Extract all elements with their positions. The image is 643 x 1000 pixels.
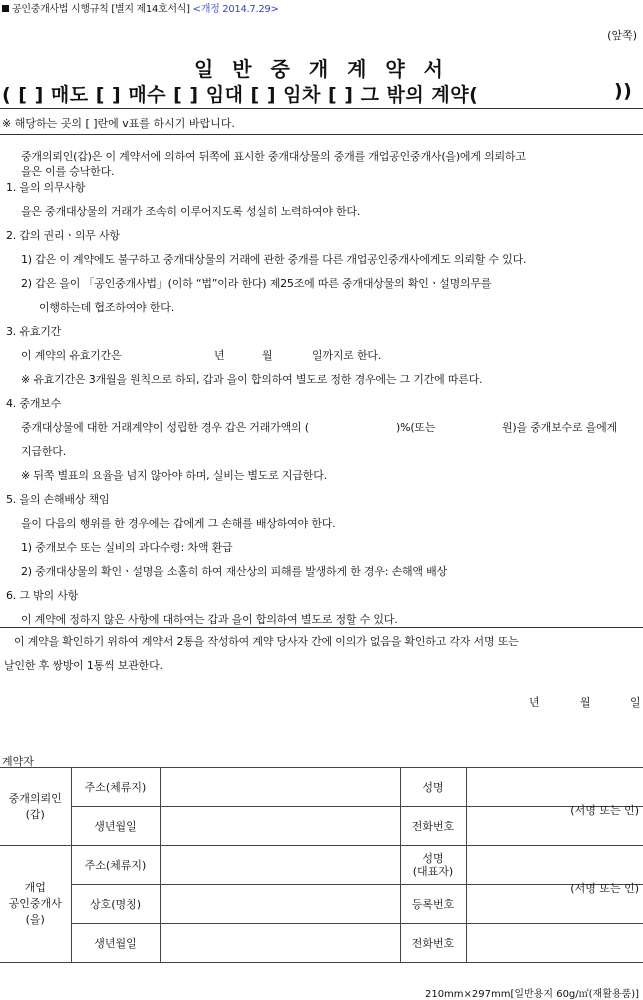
- section-4-note: ※ 뒤쪽 별표의 요율을 넘지 않아야 하며, 실비는 별도로 지급한다.: [21, 469, 327, 482]
- instruction-note: ※ 해당하는 곳의 [ ]란에 v표를 하시기 바랍니다.: [2, 117, 235, 130]
- party-a-phone-label: 전화번호: [400, 807, 466, 846]
- party-b-sign-label: (서명 또는 인): [570, 882, 639, 895]
- section-3-year: 년: [214, 349, 225, 362]
- section-5-item-1: 1) 중개보수 또는 실비의 과다수령: 차액 환급: [21, 541, 233, 554]
- section-2-item-2: 2) 갑은 을이 「공인중개사법」(이하 “법”이라 한다) 제25조에 따른 중개대상물의 확인ㆍ설명의무를: [21, 277, 492, 290]
- party-b-address-field[interactable]: [160, 846, 400, 885]
- section-1-heading: 1. 을의 의무사항: [6, 181, 86, 194]
- section-4-text-b: )%(또는: [396, 421, 436, 434]
- party-b-phone-label: 전화번호: [400, 924, 466, 963]
- square-bullet-icon: [2, 5, 9, 12]
- parties-label: 계약자: [2, 755, 34, 768]
- party-b-label: 개업 공인중개사 (을): [0, 846, 71, 963]
- party-b-reg-label: 등록번호: [400, 885, 466, 924]
- section-3-month: 월: [262, 349, 273, 362]
- party-b-birth-label: 생년월일: [71, 924, 160, 963]
- party-b-name-label: 성명 (대표자): [400, 846, 466, 885]
- party-a-sign-label: (서명 또는 인): [570, 804, 639, 817]
- section-2-item-1: 1) 갑은 이 계약에도 불구하고 중개대상물의 거래에 관한 중개를 다른 개업공인중개사에게도 의뢰할 수 있다.: [21, 253, 527, 266]
- party-b-company-label: 상호(명칭): [71, 885, 160, 924]
- signing-year: 년: [529, 696, 540, 709]
- document-title: 일 반 중 개 계 약 서: [193, 57, 450, 81]
- section-1-text: 을은 중개대상물의 거래가 조속히 이루어지도록 성실히 노력하여야 한다.: [21, 205, 361, 218]
- section-3-until: 일까지로 한다.: [312, 349, 382, 362]
- divider: [0, 627, 643, 628]
- section-3-heading: 3. 유효기간: [6, 325, 62, 338]
- section-2-item-2-cont: 이행하는데 협조하여야 한다.: [39, 301, 175, 314]
- section-4-text-c: 원)을 중개보수로 을에게: [502, 421, 617, 434]
- section-4-text-a: 중개대상물에 대한 거래계약이 성립한 경우 갑은 거래가액의 (: [21, 421, 309, 434]
- section-3-text: 이 계약의 유효기간은: [21, 349, 122, 362]
- party-a-name-field[interactable]: [466, 768, 643, 817]
- revision-date: <개정 2014.7.29>: [192, 4, 279, 15]
- contract-type-close: )): [614, 80, 633, 102]
- party-b-name-field[interactable]: [466, 846, 643, 895]
- closing-line-2: 날인한 후 쌍방이 1통씩 보관한다.: [4, 659, 163, 672]
- closing-line-1: 이 계약을 확인하기 위하여 계약서 2통을 작성하여 계약 당사자 간에 이의가 없음을 확인하고 각자 서명 또는: [14, 635, 519, 648]
- front-side-label: (앞쪽): [607, 29, 637, 42]
- party-a-birth-label: 생년월일: [71, 807, 160, 846]
- party-b-address-label: 주소(체류지): [71, 846, 160, 885]
- section-4-text-2: 지급한다.: [21, 445, 67, 458]
- party-a-label: 중개의뢰인 (갑): [0, 768, 71, 846]
- section-2-heading: 2. 갑의 권리ㆍ의무 사항: [6, 229, 120, 242]
- contract-type-options: ( [ ] 매도 [ ] 매수 [ ] 임대 [ ] 임차 [ ] 그 밖의 계약(: [2, 84, 479, 106]
- party-a-name-label: 성명: [400, 768, 466, 807]
- party-b-birth-field[interactable]: [160, 924, 400, 963]
- signing-month: 월: [580, 696, 591, 709]
- section-5-heading: 5. 을의 손해배상 책임: [6, 493, 110, 506]
- law-reference: 공인중개사법 시행규칙 [별지 제14호서식]: [12, 4, 190, 15]
- form-header: [2, 0, 279, 15]
- section-4-heading: 4. 중개보수: [6, 397, 62, 410]
- section-6-text: 이 계약에 정하지 않은 사항에 대하여는 갑과 을이 합의하여 별도로 정할 수 있다.: [21, 613, 398, 626]
- parties-table: [0, 767, 643, 963]
- section-5-text: 을이 다음의 행위를 한 경우에는 갑에게 그 손해를 배상하여야 한다.: [21, 517, 336, 530]
- section-6-heading: 6. 그 밖의 사항: [6, 589, 79, 602]
- intro-line-2: 을은 이를 승낙한다.: [21, 165, 115, 178]
- section-3-note: ※ 유효기간은 3개월을 원칙으로 하되, 갑과 을이 합의하여 별도로 정한 경우에는 그 기간에 따른다.: [21, 373, 483, 386]
- party-b-phone-field[interactable]: [466, 924, 643, 963]
- party-a-birth-field[interactable]: [160, 807, 400, 846]
- section-5-item-2: 2) 중개대상물의 확인ㆍ설명을 소홀히 하여 재산상의 피해를 발생하게 한 경우: 손해액 배상: [21, 565, 447, 578]
- party-a-address-field[interactable]: [160, 768, 400, 807]
- contract-type-line: [2, 80, 633, 107]
- intro-line-1: 중개의뢰인(갑)은 이 계약서에 의하여 뒤쪽에 표시한 중개대상물의 중개를 개업공인중개사(을)에게 의뢰하고: [21, 150, 526, 163]
- signing-day: 일: [630, 696, 641, 709]
- divider: [0, 134, 643, 135]
- paper-spec-footer: 210mm×297mm[일반용지 60g/㎡(재활용품)]: [424, 989, 639, 1000]
- divider: [0, 108, 643, 109]
- party-a-address-label: 주소(체류지): [71, 768, 160, 807]
- party-b-company-field[interactable]: [160, 885, 400, 924]
